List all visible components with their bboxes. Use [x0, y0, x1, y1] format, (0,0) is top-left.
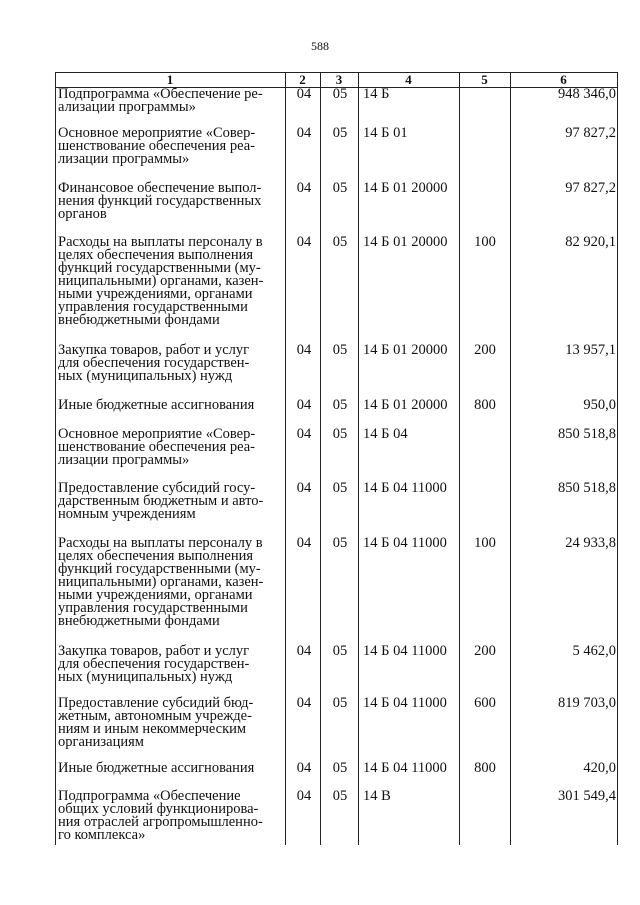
row-name-line: ных (муниципальных) нужд: [58, 669, 233, 685]
row-name-line: ния отраслей агропромышленно-: [58, 814, 263, 830]
row-name-line: Предоставление субсидий госу-: [58, 480, 256, 496]
column-header: 1: [166, 72, 174, 87]
row-name-line: лизации программы»: [58, 151, 190, 167]
column-header: 2: [299, 72, 306, 87]
amount: 950,0: [583, 397, 616, 413]
row-name-line: Расходы на выплаты персоналу в: [58, 535, 263, 551]
row-name-line: общих условий функционирова-: [58, 801, 259, 817]
row-name-line: жетным, автономным учрежде-: [58, 708, 252, 724]
section-code: 04: [296, 535, 312, 551]
target-article-code: 14 Б 04 11000: [363, 760, 447, 776]
column-header: 3: [335, 72, 343, 87]
row-name-line: внебюджетными фондами: [58, 613, 220, 629]
row-name: [58, 762, 284, 775]
amount: 97 827,2: [565, 180, 616, 196]
row-name-line: Иные бюджетные ассигнования: [58, 760, 255, 776]
subsection-code: 05: [332, 342, 348, 358]
row-name-line: Основное мероприятие «Совер-: [58, 426, 256, 442]
section-code: 04: [296, 180, 312, 196]
target-article-code: 14 Б 04 11000: [363, 535, 447, 551]
row-name-line: функций государственными (му-: [58, 561, 261, 577]
row-name: [58, 697, 284, 749]
row-name: [58, 428, 284, 467]
row-name-line: Закупка товаров, работ и услуг: [58, 643, 250, 659]
row-name: [58, 127, 284, 166]
row-name: [58, 182, 284, 221]
target-article-code: 14 Б 04 11000: [363, 643, 447, 659]
row-name-line: ниципальными) органами, казен-: [58, 273, 264, 289]
section-code: 04: [296, 397, 312, 413]
expense-kind-code: 200: [474, 643, 496, 659]
row-name-line: ными учреждениями, органами: [58, 587, 253, 603]
subsection-code: 05: [332, 643, 348, 659]
row-name: [58, 88, 284, 114]
target-article-code: 14 В: [363, 788, 391, 804]
row-name: [58, 537, 284, 628]
row-name-line: управления государственными: [58, 299, 248, 315]
subsection-code: 05: [332, 480, 348, 496]
column-divider: [358, 72, 359, 845]
subsection-code: 05: [332, 86, 348, 102]
amount: 82 920,1: [565, 234, 616, 250]
subsection-code: 05: [332, 180, 348, 196]
target-article-code: 14 Б 04 11000: [363, 695, 447, 711]
row-name-line: Расходы на выплаты персоналу в: [58, 234, 263, 250]
subsection-code: 05: [332, 695, 348, 711]
amount: 819 703,0: [558, 695, 616, 711]
subsection-code: 05: [332, 397, 348, 413]
subsection-code: 05: [332, 788, 348, 804]
subsection-code: 05: [332, 535, 348, 551]
column-divider: [617, 72, 618, 845]
row-name-line: дарственным бюджетным и авто-: [58, 493, 264, 509]
row-name-line: номным учреждениям: [58, 506, 196, 522]
row-name-line: го комплекса»: [58, 827, 146, 843]
row-name-line: функций государственными (му-: [58, 260, 261, 276]
section-code: 04: [296, 125, 312, 141]
section-code: 04: [296, 480, 312, 496]
column-header: 6: [560, 72, 567, 87]
amount: 850 518,8: [558, 480, 616, 496]
row-name-line: Подпрограмма «Обеспечение: [58, 788, 241, 804]
section-code: 04: [296, 342, 312, 358]
row-name-line: нения функций государственных: [58, 193, 262, 209]
target-article-code: 14 Б 01 20000: [363, 397, 448, 413]
subsection-code: 05: [332, 426, 348, 442]
row-name-line: ниям и иным некоммерческим: [58, 721, 247, 737]
section-code: 04: [296, 695, 312, 711]
page-number: 588: [311, 39, 329, 53]
column-divider: [459, 72, 460, 845]
target-article-code: 14 Б 01 20000: [363, 342, 448, 358]
row-name-line: для обеспечения государствен-: [58, 355, 250, 371]
row-name-line: органов: [58, 206, 107, 222]
row-name-line: ных (муниципальных) нужд: [58, 368, 233, 384]
column-header: 5: [481, 72, 488, 87]
row-name-line: Предоставление субсидий бюд-: [58, 695, 254, 711]
row-name: [58, 399, 284, 412]
target-article-code: 14 Б 01 20000: [363, 234, 448, 250]
column-divider: [55, 72, 56, 845]
amount: 24 933,8: [565, 535, 616, 551]
amount: 850 518,8: [558, 426, 616, 442]
row-name-line: шенствование обеспечения реа-: [58, 138, 255, 154]
amount: 5 462,0: [572, 643, 616, 659]
column-divider: [320, 72, 321, 845]
row-name: [58, 236, 284, 327]
target-article-code: 14 Б 04 11000: [363, 480, 447, 496]
row-name-line: ниципальными) органами, казен-: [58, 574, 264, 590]
row-name-line: Финансовое обеспечение выпол-: [58, 180, 262, 196]
expense-kind-code: 800: [474, 397, 496, 413]
expense-kind-code: 100: [474, 535, 496, 551]
row-name-line: для обеспечения государствен-: [58, 656, 250, 672]
amount: 948 346,0: [558, 86, 616, 102]
row-name-line: ализации программы»: [58, 99, 196, 115]
row-name-line: управления государственными: [58, 600, 248, 616]
amount: 13 957,1: [565, 342, 616, 358]
expense-kind-code: 100: [474, 234, 496, 250]
section-code: 04: [296, 426, 312, 442]
row-name-line: шенствование обеспечения реа-: [58, 439, 255, 455]
amount: 301 549,4: [558, 788, 616, 804]
row-name-line: Подпрограмма «Обеспечение ре-: [58, 86, 263, 102]
row-name: [58, 790, 284, 842]
section-code: 04: [296, 760, 312, 776]
row-name-line: внебюджетными фондами: [58, 312, 220, 328]
row-name-line: организациям: [58, 734, 144, 750]
row-name-line: целях обеспечения выполнения: [58, 247, 254, 263]
column-divider: [285, 72, 286, 845]
section-code: 04: [296, 788, 312, 804]
row-name-line: Закупка товаров, работ и услуг: [58, 342, 250, 358]
column-header: 4: [405, 72, 412, 87]
expense-kind-code: 600: [474, 695, 496, 711]
target-article-code: 14 Б 01: [363, 125, 408, 141]
target-article-code: 14 Б 01 20000: [363, 180, 448, 196]
section-code: 04: [296, 643, 312, 659]
subsection-code: 05: [332, 760, 348, 776]
target-article-code: 14 Б 04: [363, 426, 408, 442]
expense-kind-code: 800: [474, 760, 496, 776]
row-name-line: Иные бюджетные ассигнования: [58, 397, 255, 413]
row-name-line: Основное мероприятие «Совер-: [58, 125, 256, 141]
row-name: [58, 645, 284, 684]
section-code: 04: [296, 234, 312, 250]
subsection-code: 05: [332, 234, 348, 250]
row-name-line: целях обеспечения выполнения: [58, 548, 254, 564]
row-name-line: лизации программы»: [58, 452, 190, 468]
row-name: [58, 482, 284, 521]
subsection-code: 05: [332, 125, 348, 141]
section-code: 04: [296, 86, 312, 102]
target-article-code: 14 Б: [363, 86, 390, 102]
amount: 420,0: [583, 760, 616, 776]
amount: 97 827,2: [565, 125, 616, 141]
row-name: [58, 344, 284, 383]
row-name-line: ными учреждениями, органами: [58, 286, 253, 302]
expense-kind-code: 200: [474, 342, 496, 358]
